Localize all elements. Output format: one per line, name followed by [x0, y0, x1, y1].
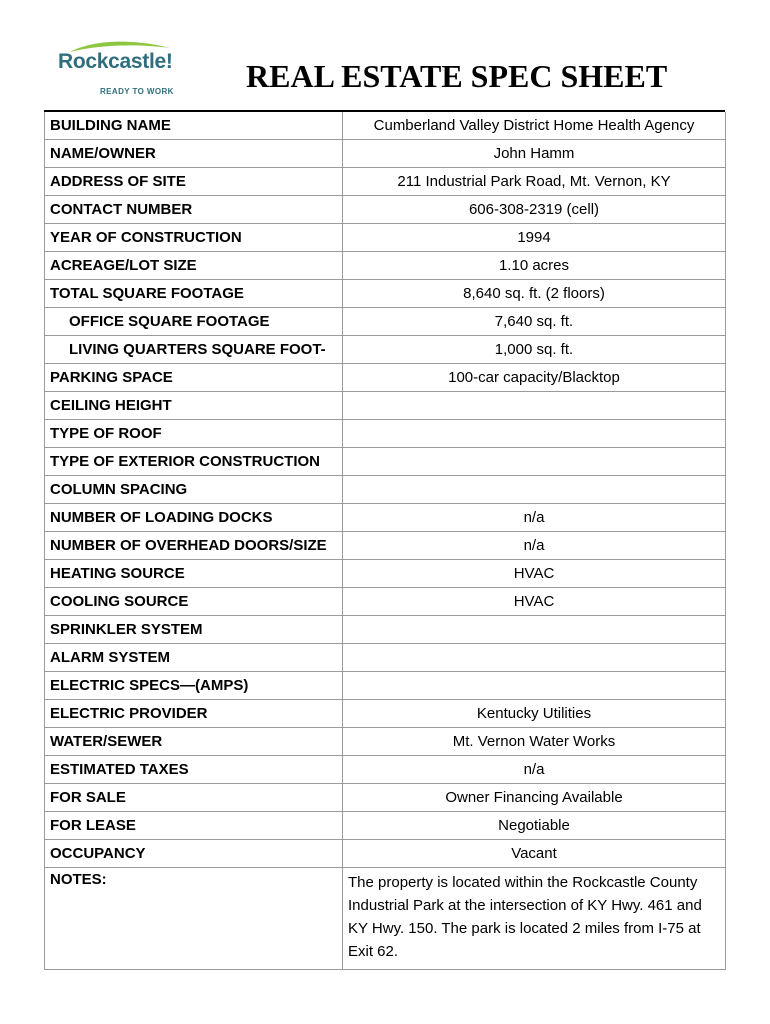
row-value: Mt. Vernon Water Works: [343, 728, 726, 756]
table-row: [45, 252, 726, 280]
row-label: ELECTRIC PROVIDER: [45, 700, 343, 728]
table-row: [45, 784, 726, 812]
row-label: ADDRESS OF SITE: [45, 168, 343, 196]
row-label: ALARM SYSTEM: [45, 644, 343, 672]
table-row: [45, 224, 726, 252]
page-title: REAL ESTATE SPEC SHEET: [246, 58, 668, 94]
table-row: [45, 140, 726, 168]
row-label: TOTAL SQUARE FOOTAGE: [45, 280, 343, 308]
spec-table: [44, 112, 726, 970]
logo-text: Rockcastle!: [58, 50, 173, 73]
row-label: FOR LEASE: [45, 812, 343, 840]
row-value: 1.10 acres: [343, 252, 726, 280]
row-value: 7,640 sq. ft.: [343, 308, 726, 336]
row-label: ELECTRIC SPECS—(AMPS): [45, 672, 343, 700]
row-value: HVAC: [343, 588, 726, 616]
row-value: n/a: [343, 532, 726, 560]
table-row: [45, 336, 726, 364]
row-label: CONTACT NUMBER: [45, 196, 343, 224]
table-row: [45, 392, 726, 420]
row-label: YEAR OF CONSTRUCTION: [45, 224, 343, 252]
row-value: n/a: [343, 504, 726, 532]
table-row: [45, 364, 726, 392]
table-row: [45, 308, 726, 336]
row-label: TYPE OF EXTERIOR CONSTRUCTION: [45, 448, 343, 476]
row-label: NUMBER OF LOADING DOCKS: [45, 504, 343, 532]
rockcastle-logo: [52, 38, 192, 102]
table-row: [45, 644, 726, 672]
row-value: 1994: [343, 224, 726, 252]
table-row: [45, 728, 726, 756]
row-value: Vacant: [343, 840, 726, 868]
row-value: Owner Financing Available: [343, 784, 726, 812]
table-row: [45, 280, 726, 308]
row-label: OFFICE SQUARE FOOTAGE: [45, 308, 343, 336]
table-row: [45, 168, 726, 196]
row-value: Kentucky Utilities: [343, 700, 726, 728]
row-value: [343, 420, 726, 448]
row-label: NUMBER OF OVERHEAD DOORS/SIZE: [45, 532, 343, 560]
row-value: Negotiable: [343, 812, 726, 840]
row-value: 606-308-2319 (cell): [343, 196, 726, 224]
notes-value: The property is located within the Rockcastle County Industrial Park at the intersection of KY Hwy. 461 and KY Hwy. 150. The park is located 2 miles from I-75 at Exit 62.: [343, 868, 726, 970]
row-value: 1,000 sq. ft.: [343, 336, 726, 364]
row-value: [343, 392, 726, 420]
row-label: PARKING SPACE: [45, 364, 343, 392]
row-label: ESTIMATED TAXES: [45, 756, 343, 784]
row-label: LIVING QUARTERS SQUARE FOOT-: [45, 336, 343, 364]
notes-label: NOTES:: [45, 868, 343, 970]
table-row: [45, 532, 726, 560]
table-row: [45, 840, 726, 868]
row-label: NAME/OWNER: [45, 140, 343, 168]
row-value: [343, 448, 726, 476]
logo-tagline: READY TO WORK: [100, 87, 174, 96]
row-value: [343, 672, 726, 700]
row-label: WATER/SEWER: [45, 728, 343, 756]
row-value: 100-car capacity/Blacktop: [343, 364, 726, 392]
table-row: [45, 560, 726, 588]
row-value: [343, 476, 726, 504]
row-label: TYPE OF ROOF: [45, 420, 343, 448]
table-row: [45, 756, 726, 784]
table-row: [45, 196, 726, 224]
row-label: CEILING HEIGHT: [45, 392, 343, 420]
row-label: COLUMN SPACING: [45, 476, 343, 504]
table-row: [45, 476, 726, 504]
row-value: John Hamm: [343, 140, 726, 168]
notes-row: [45, 868, 726, 970]
table-row: [45, 448, 726, 476]
row-label: ACREAGE/LOT SIZE: [45, 252, 343, 280]
table-row: [45, 504, 726, 532]
table-row: [45, 700, 726, 728]
row-value: n/a: [343, 756, 726, 784]
table-row: [45, 112, 726, 140]
table-row: [45, 672, 726, 700]
row-label: COOLING SOURCE: [45, 588, 343, 616]
row-value: [343, 616, 726, 644]
table-row: [45, 588, 726, 616]
row-label: BUILDING NAME: [45, 112, 343, 140]
row-label: FOR SALE: [45, 784, 343, 812]
row-value: HVAC: [343, 560, 726, 588]
table-row: [45, 420, 726, 448]
row-value: [343, 644, 726, 672]
row-value: Cumberland Valley District Home Health Agency: [343, 112, 726, 140]
row-label: HEATING SOURCE: [45, 560, 343, 588]
row-value: 211 Industrial Park Road, Mt. Vernon, KY: [343, 168, 726, 196]
row-label: OCCUPANCY: [45, 840, 343, 868]
table-row: [45, 616, 726, 644]
table-row: [45, 812, 726, 840]
row-value: 8,640 sq. ft. (2 floors): [343, 280, 726, 308]
row-label: SPRINKLER SYSTEM: [45, 616, 343, 644]
